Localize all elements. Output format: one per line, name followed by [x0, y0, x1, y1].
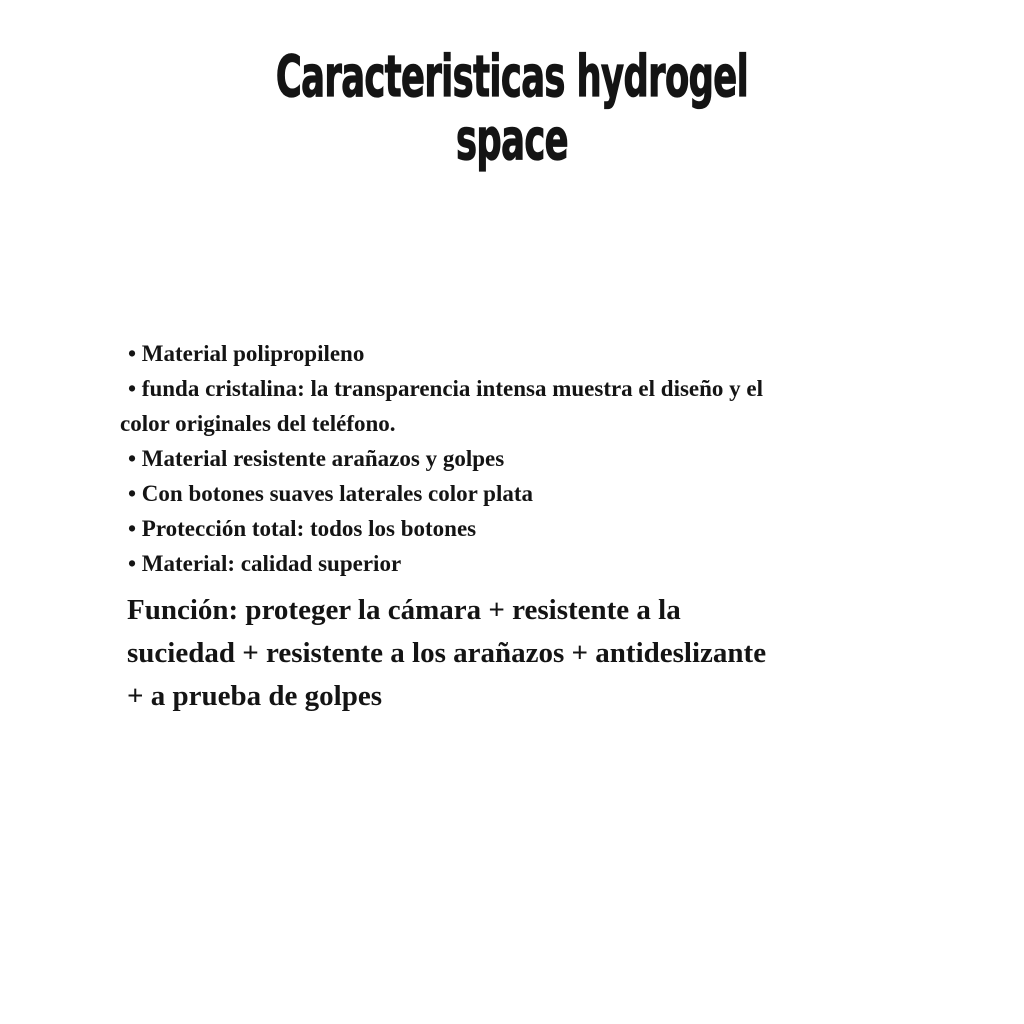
feature-line: • Material polipropileno [128, 341, 365, 366]
page-title-line: space [455, 107, 568, 173]
page-title-line: Caracteristicas hydrogel [275, 44, 749, 110]
function-note-line: Función: proteger la cámara + resistente a la [127, 594, 681, 626]
feature-list [120, 336, 920, 581]
feature-line: color originales del teléfono. [120, 411, 396, 436]
function-note-line: suciedad + resistente a los arañazos + antideslizante [127, 637, 767, 669]
function-note-line: + a prueba de golpes [127, 680, 382, 712]
page-title [195, 46, 830, 172]
feature-line: • Material resistente arañazos y golpes [128, 446, 505, 471]
feature-line: • Protección total: todos los botones [128, 516, 477, 541]
feature-line: • funda cristalina: la transparencia intensa muestra el diseño y el [128, 376, 764, 401]
feature-line: • Material: calidad superior [128, 551, 402, 576]
function-note [127, 589, 947, 718]
feature-line: • Con botones suaves laterales color plata [128, 481, 534, 506]
